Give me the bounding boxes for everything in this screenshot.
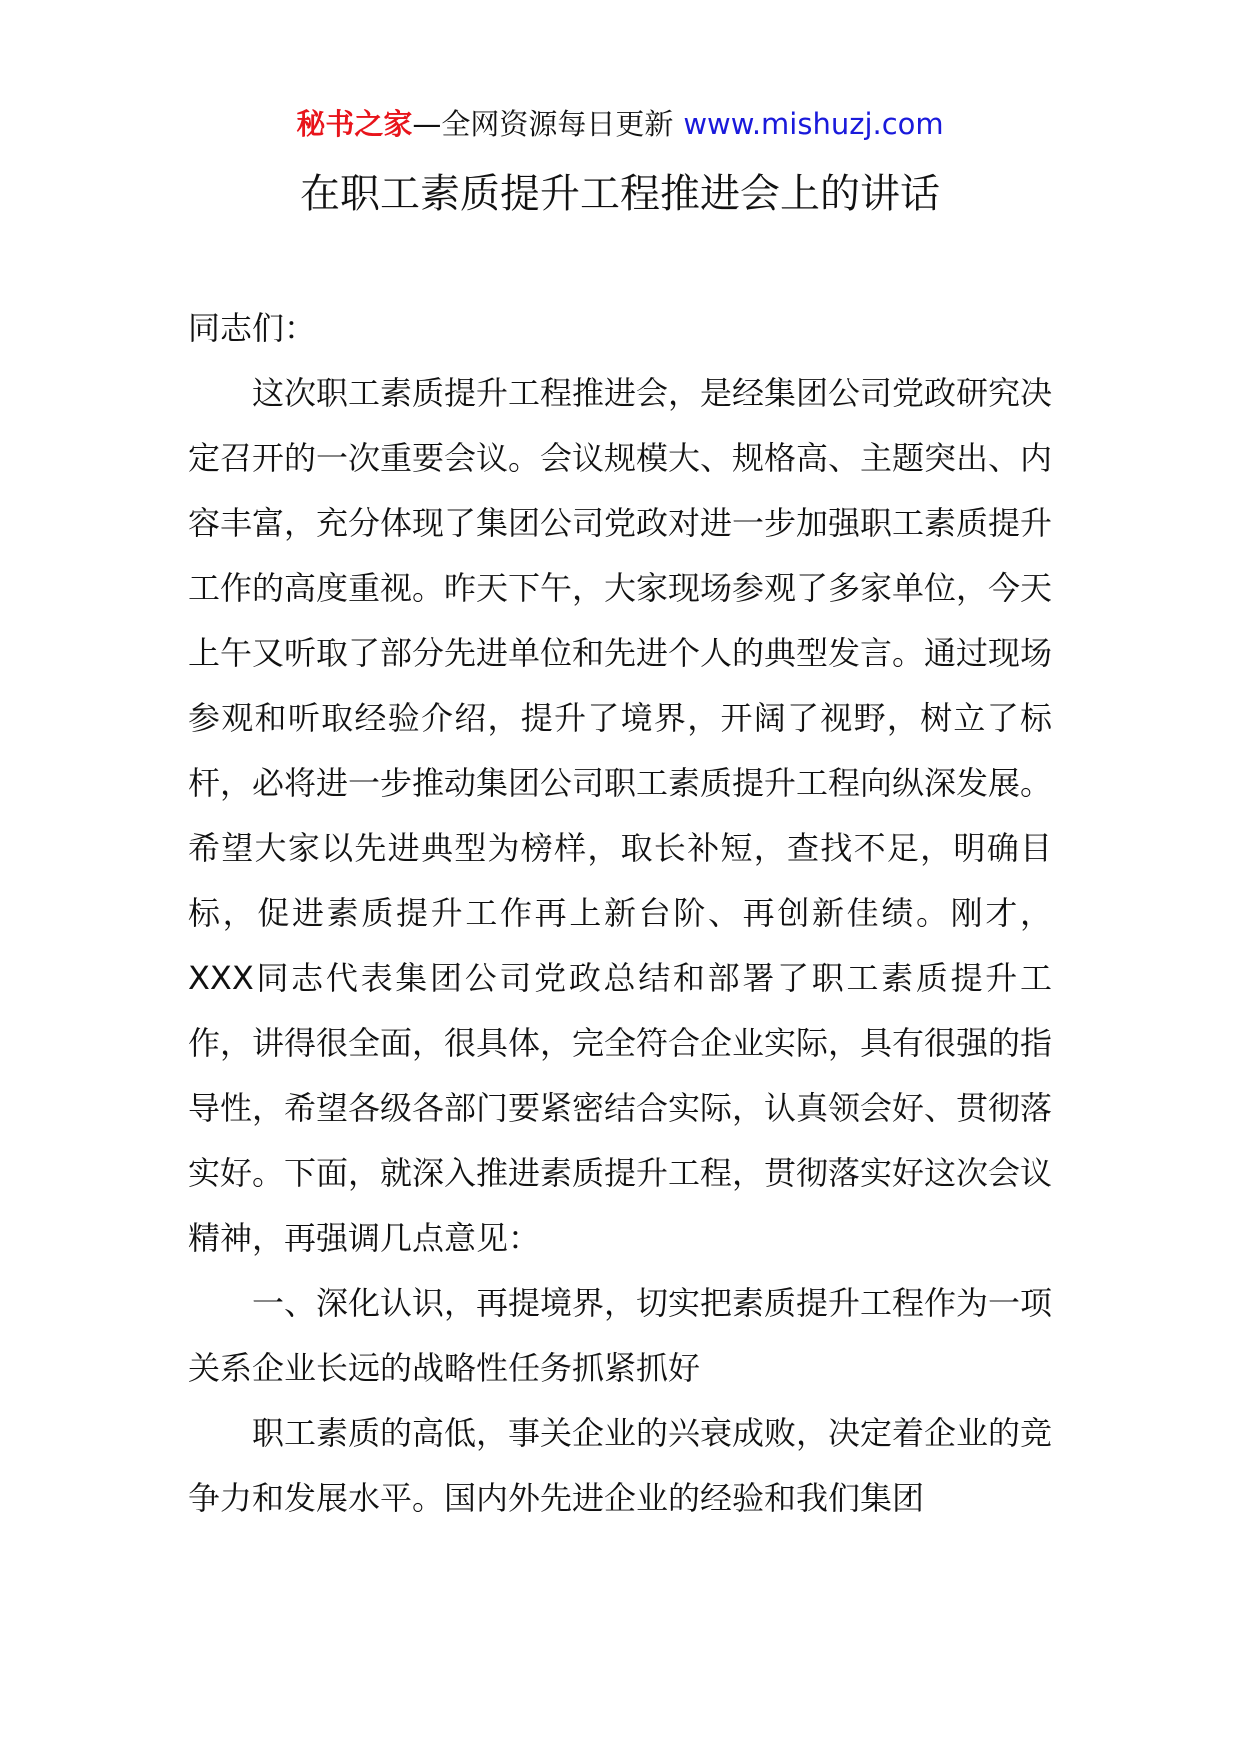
greeting: 同志们： [188,309,317,347]
header-tagline: —全网资源每日更新 [412,107,674,141]
brand-name: 秘书之家 [296,107,413,141]
section-heading: 一、深化认识，再提境界，切实把素质提升工程作为一项关系企业长远的战略性任务抓紧抓好 [188,1284,1053,1387]
document-title: 在职工素质提升工程推进会上的讲话 [300,171,940,217]
document-body [188,296,1052,1531]
section-paragraph: 职工素质的高低，事关企业的兴衰成败，决定着企业的竞争力和发展水平。国内外先进企业的经验和我们集团 [188,1414,1053,1517]
site-header [0,104,1240,144]
body-paragraph: 这次职工素质提升工程推进会，是经集团公司党政研究决定召开的一次重要会议。会议规模大、规格高、主题突出、内容丰富，充分体现了集团公司党政对进一步加强职工素质提升工作的高度重视。昨天下午，大家现场参观了多家单位，今天上午又听取了部分先进单位和先进个人的典型发言。通过现场参观和听取经验介绍，提升了境界，开阔了视野，树立了标杆，必将进一步推动集团公司职工素质提升工程向纵深发展。希望大家以先进典型为榜样，取长补短，查找不足，明确目标，促进素质提升工作再上新台阶、再创新佳绩。刚才，XXX同志代表集团公司党政总结和部署了职工素质提升工作，讲得很全面，很具体，完全符合企业实际，具有很强的指导性，希望各级各部门要紧密结合实际，认真领会好、贯彻落实好。下面，就深入推进素质提升工程，贯彻落实好这次会议精神，再强调几点意见： [188,374,1053,1257]
site-url-link[interactable]: www.mishuzj.com [683,107,944,141]
